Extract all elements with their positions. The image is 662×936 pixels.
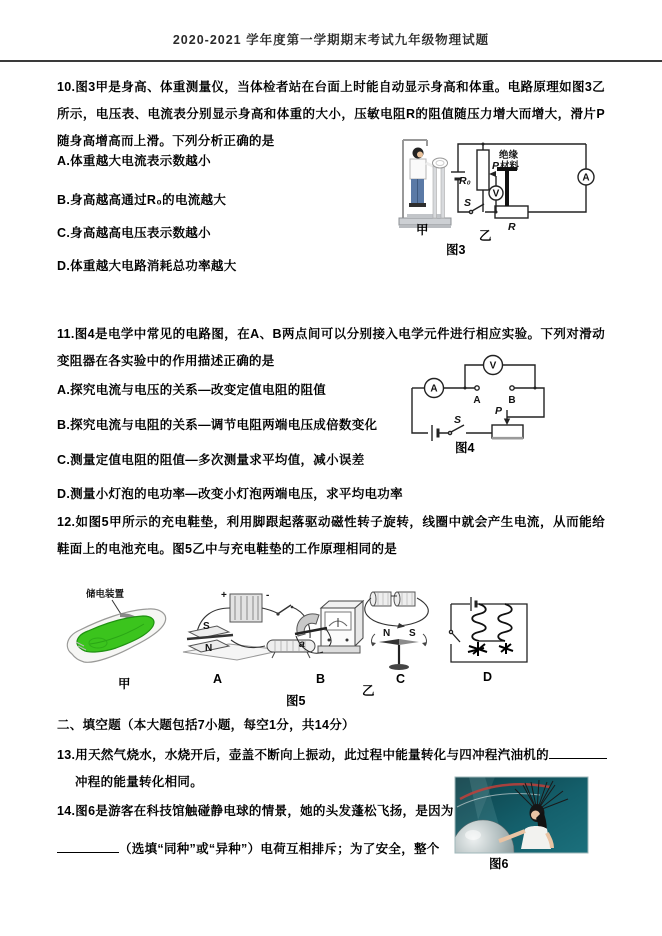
terminal-b-label: B	[508, 395, 516, 406]
q11-option-c: C.测量定值电阻的阻值—多次测量求平均值，减小误差	[57, 453, 365, 467]
fig5-diagram-b-electromagnetic-induction	[293, 592, 369, 678]
question-14	[57, 798, 462, 863]
fig3-caption: 图3	[446, 243, 466, 257]
metal-sphere	[452, 820, 514, 882]
q13-text-continued: 冲程的能量转化相同。	[75, 775, 204, 789]
header-divider	[0, 60, 662, 62]
fig5-caption-c: C	[396, 672, 406, 686]
slider-arrow-icon	[504, 419, 510, 426]
q13-text: 13.用天然气烧水，水烧开后，壶盖不断向上振动，此过程中能量转化与四冲程汽油机的	[57, 748, 549, 762]
blank-underline	[549, 744, 607, 759]
q10-option-d: D.体重越大电路消耗总功率越大	[57, 259, 237, 273]
static-ball-photo	[455, 777, 588, 853]
fig4-caption: 图4	[455, 441, 475, 455]
magnet-s-label: S	[203, 621, 210, 632]
q14-line2	[57, 836, 462, 863]
fig5-shoe-caption: 甲	[118, 677, 131, 691]
switch-label: S	[454, 414, 462, 426]
switch-label: S	[464, 197, 472, 209]
page-title: 2020-2021 学年度第一学期期末考试九年级物理试题	[172, 33, 490, 47]
fig5-caption: 图5	[286, 694, 306, 708]
q10-option-b: B.身高越高通过R₀的电流越大	[57, 193, 227, 207]
insulation-label-top: 绝缘	[499, 150, 519, 161]
needle-s-label: S	[409, 628, 416, 639]
q14-text-line2: （选填“同种”或“异种”）电荷互相排斥；为了安全，整个	[119, 842, 440, 856]
question-12-stem: 12.如图5甲所示的充电鞋垫，利用脚跟起落驱动磁性转子旋转，线圈中就会产生电流，从而能给鞋面上的电池充电。图5乙中与充电鞋垫的工作原理相同的是	[57, 515, 605, 556]
battery-minus-label: -	[266, 590, 270, 601]
fig5-group-caption: 乙	[362, 684, 375, 698]
fig3-left-caption: 甲	[416, 223, 429, 237]
q10-option-c: C.身高越高电压表示数越小	[57, 226, 211, 240]
fig5-caption-d: D	[483, 670, 493, 684]
rod-a-label: a	[299, 638, 305, 650]
fig6-caption: 图6	[489, 857, 509, 871]
ammeter-icon: A	[430, 383, 438, 395]
storage-device-label: 储电装置	[86, 589, 125, 600]
magnet-n-label: N	[205, 643, 213, 654]
fig5-caption-b: B	[316, 672, 326, 686]
q11-option-d: D.测量小灯泡的电功率—改变小灯泡两端电压，求平均电功率	[57, 487, 403, 501]
fig4-circuit-diagram	[392, 350, 608, 450]
q10-option-a: A.体重越大电流表示数越小	[57, 154, 211, 168]
blank-underline	[57, 838, 119, 853]
q11-option-a: A.探究电流与电压的关系—改变定值电阻的阻值	[57, 383, 327, 397]
iron-nails-icon	[468, 642, 513, 656]
battery-plus-label: +	[221, 590, 227, 601]
fig5-diagram-c-magnetic-effect-of-current	[361, 584, 437, 678]
fig3-right-caption: 乙	[479, 229, 492, 243]
charging-insole-shoe-illustration	[60, 586, 180, 678]
q14-text-line1: 14.图6是游客在科技馆触碰静电球的情景，她的头发蓬松飞扬，是因为	[57, 804, 454, 818]
p-label: P	[495, 405, 503, 417]
voltmeter-icon: V	[492, 188, 500, 200]
fig5-diagram-d-electromagnet	[441, 582, 539, 680]
ammeter-icon: A	[582, 172, 590, 184]
r0-label: R₀	[459, 175, 471, 187]
question-11-stem: 11.图4是电学中常见的电路图，在A、B两点间可以分别接入电学元件进行相应实验。下列对滑动变阻器在各实验中的作用描述正确的是	[57, 327, 605, 368]
q11-option-b: B.探究电流与电阻的关系—调节电阻两端电压成倍数变化	[57, 418, 378, 432]
needle-n-label: N	[383, 628, 391, 639]
terminal-a-label: A	[473, 395, 481, 406]
p-label: P	[492, 160, 500, 172]
fig5-caption-a: A	[213, 672, 223, 686]
fig3-circuit-diagram	[450, 136, 606, 248]
green-insole	[77, 616, 154, 652]
question-10-stem: 10.图3甲是身高、体重测量仪，当体检者站在台面上时能自动显示身高和体重。电路原理如图3乙所示，电压表、电流表分别显示身高和体重的大小，压敏电阻R的阻值随压力增大而增大，滑片P随身高增高而上滑。下列分析正确的是	[57, 80, 605, 148]
r-label: R	[508, 221, 516, 233]
voltmeter-icon: V	[489, 360, 497, 372]
section-2-heading: 二、填空题（本大题包括7小题，每空1分，共14分）	[57, 718, 355, 732]
insulation-label-bottom: 材料	[500, 161, 520, 172]
